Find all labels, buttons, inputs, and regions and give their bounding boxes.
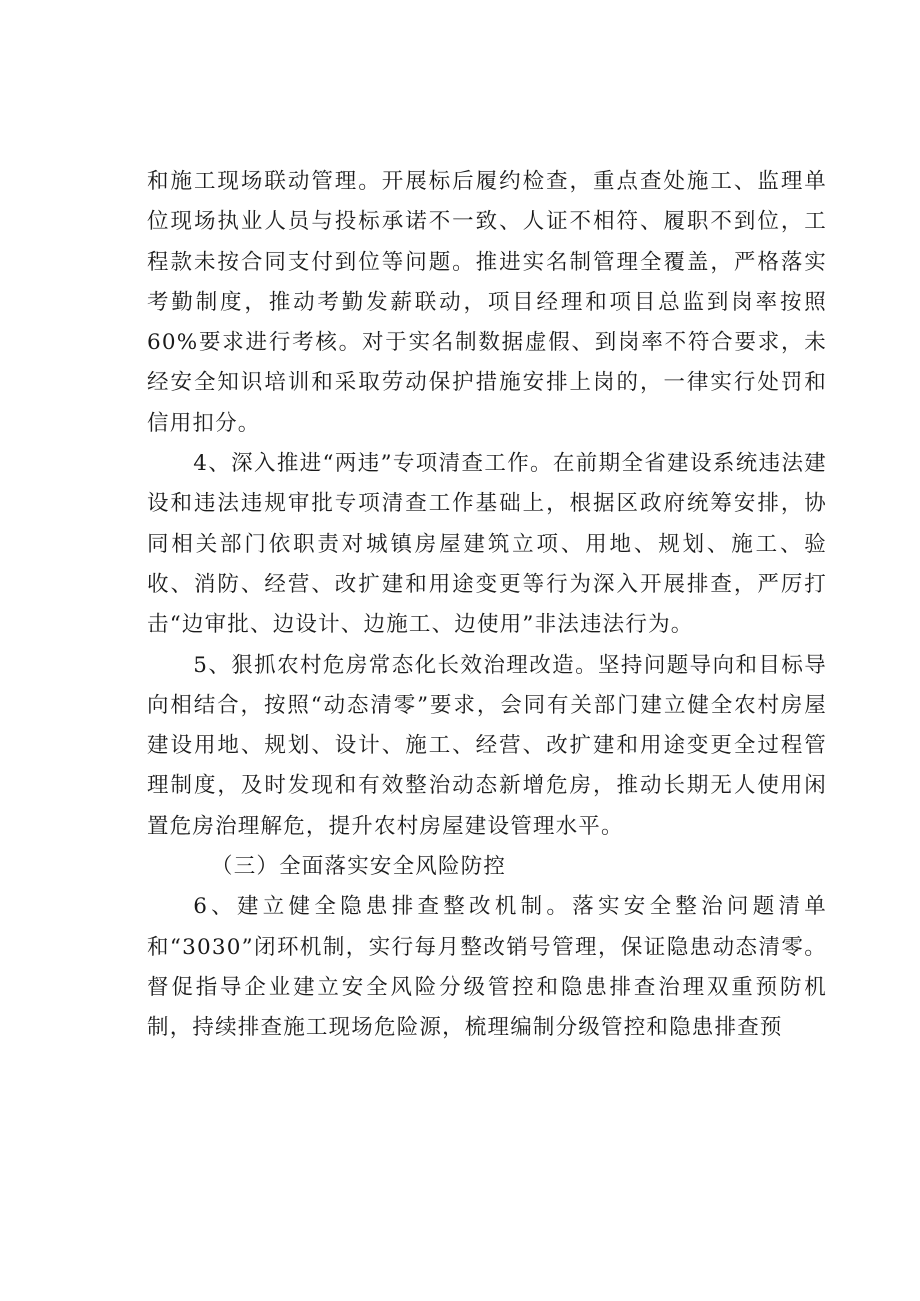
document-body [147, 162, 827, 1049]
section-heading: （三）全面落实安全风险防控 [211, 854, 507, 880]
paragraph-item-4: 4、深入推进“两违”专项清查工作。在前期全省建设系统违法建设和违法违规审批专项清查工作基础上，根据区政府统筹安排，协同相关部门依职责对城镇房屋建筑立项、用地、规划、施工、验收、消防、经营、改扩建和用途变更等行为深入开展排查，严厉打击“边审批、边设计、边施工、边使用”非法违法行为。 [147, 451, 827, 638]
paragraph-item-6: 6、建立健全隐患排查整改机制。落实安全整治问题清单和“3030”闭环机制，实行每月整改销号管理，保证隐患动态清零。督促指导企业建立安全风险分级管控和隐患排查治理双重预防机制，持续排查施工现场危险源，梳理编制分级管控和隐患排查预 [147, 894, 827, 1041]
paragraph-item-5: 5、狠抓农村危房常态化长效治理改造。坚持问题导向和目标导向相结合，按照“动态清零”要求，会同有关部门建立健全农村房屋建设用地、规划、设计、施工、经营、改扩建和用途变更全过程管理制度，及时发现和有效整治动态新增危房，推动长期无人使用闲置危房治理解危，提升农村房屋建设管理水平。 [147, 652, 827, 839]
paragraph-continuation: 和施工现场联动管理。开展标后履约检查，重点查处施工、监理单位现场执业人员与投标承诺不一致、人证不相符、履职不到位，工程款未按合同支付到位等问题。推进实名制管理全覆盖，严格落实考勤制度，推动考勤发薪联动，项目经理和项目总监到岗率按照60%要求进行考核。对于实名制数据虚假、到岗率不符合要求，未经安全知识培训和采取劳动保护措施安排上岗的，一律实行处罚和信用扣分。 [147, 169, 827, 436]
